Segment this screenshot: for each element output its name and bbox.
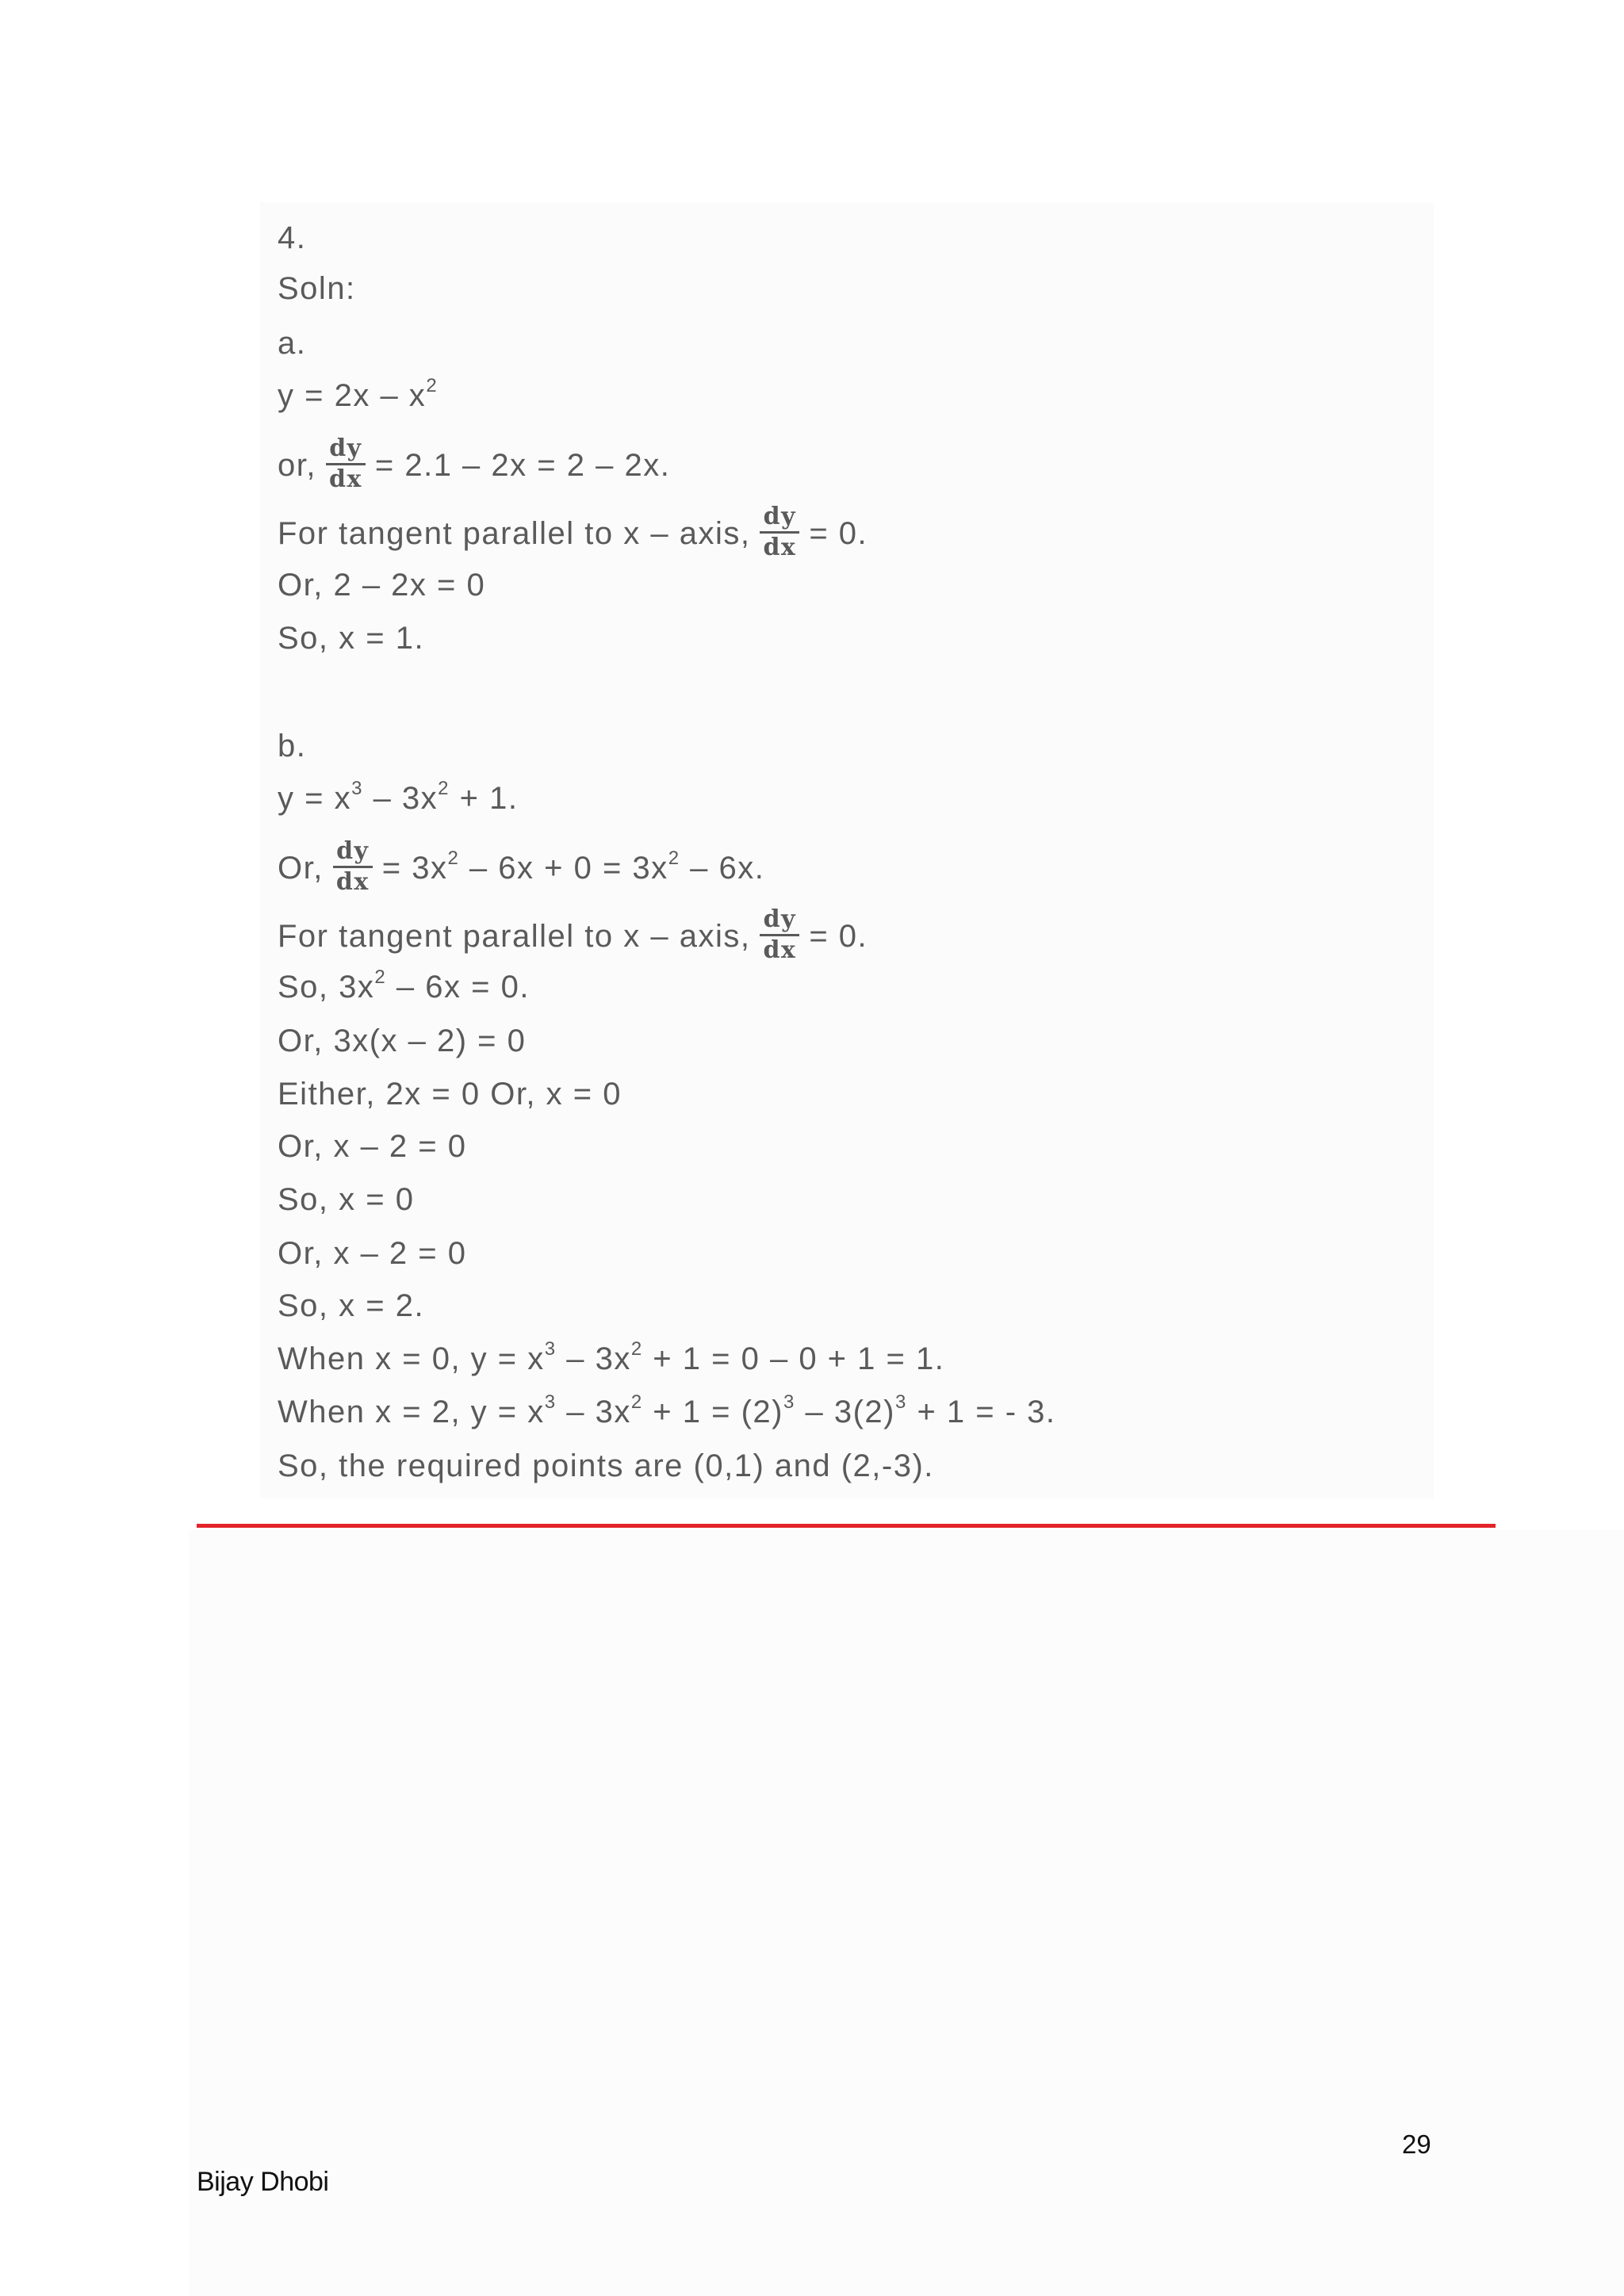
section-divider — [197, 1524, 1496, 1528]
page-number: 29 — [1402, 2130, 1431, 2159]
part-b-equation-8: So, x = 0 — [278, 1182, 415, 1217]
problem-number: 4. — [278, 220, 307, 255]
dy-dx-fraction: $\frac{dy}{dx}$ — [760, 908, 799, 962]
dy-dx-fraction: $\frac{dy}{dx}$ — [326, 437, 366, 492]
part-a-equation-5: So, x = 1. — [278, 621, 425, 656]
part-a-equation-4: Or, 2 – 2x = 0 — [278, 568, 486, 603]
part-b-equation-4: So, $3x^2 - 6x = 0$. — [278, 966, 530, 1004]
dy-dx-fraction: $\frac{dy}{dx}$ — [760, 505, 799, 560]
part-b-equation-9: Or, x – 2 = 0 — [278, 1236, 467, 1271]
part-b-equation-2: Or, $\frac{dy}{dx}$ = $3x^2 - 6x + 0 = 3x^2 - 6x$. — [278, 837, 765, 896]
part-a-equation-2: or, $\frac{dy}{dx}$ = 2.1 – 2x = 2 – 2x. — [278, 434, 671, 493]
part-b-equation-1: $y = x^3 - 3x^2 + 1$. — [278, 778, 519, 816]
part-a-equation-3: For tangent parallel to x – axis, $\frac{dy}{dx}$ = 0. — [278, 503, 868, 561]
part-b-equation-12: When x = 2, $y = x^3 - 3x^2 + 1 = (2)^3 - 3(2)^3 + 1$ = - 3. — [278, 1391, 1056, 1429]
part-b-conclusion: So, the required points are (0,1) and (2,-3). — [278, 1448, 934, 1483]
part-b-equation-7: Or, x – 2 = 0 — [278, 1129, 467, 1164]
part-b-equation-5: Or, 3x(x – 2) = 0 — [278, 1024, 527, 1058]
part-b-equation-11: When x = 0, $y = x^3 - 3x^2 + 1 = 0 - 0 + 1 = 1$. — [278, 1338, 945, 1376]
part-b-label: b. — [278, 729, 307, 763]
part-b-equation-6: Either, 2x = 0 Or, x = 0 — [278, 1077, 622, 1112]
solution-heading: Soln: — [278, 271, 356, 306]
dy-dx-fraction: $\frac{dy}{dx}$ — [333, 840, 373, 894]
part-b-equation-10: So, x = 2. — [278, 1288, 425, 1323]
part-a-label: a. — [278, 326, 307, 361]
scanned-blank-area — [189, 1530, 1624, 2296]
part-a-equation-1: $y = 2x - x^2$ — [278, 375, 439, 413]
part-b-equation-3: For tangent parallel to x – axis, $\frac{dy}{dx}$ = 0. — [278, 905, 868, 964]
author-name: Bijay Dhobi — [197, 2167, 329, 2197]
